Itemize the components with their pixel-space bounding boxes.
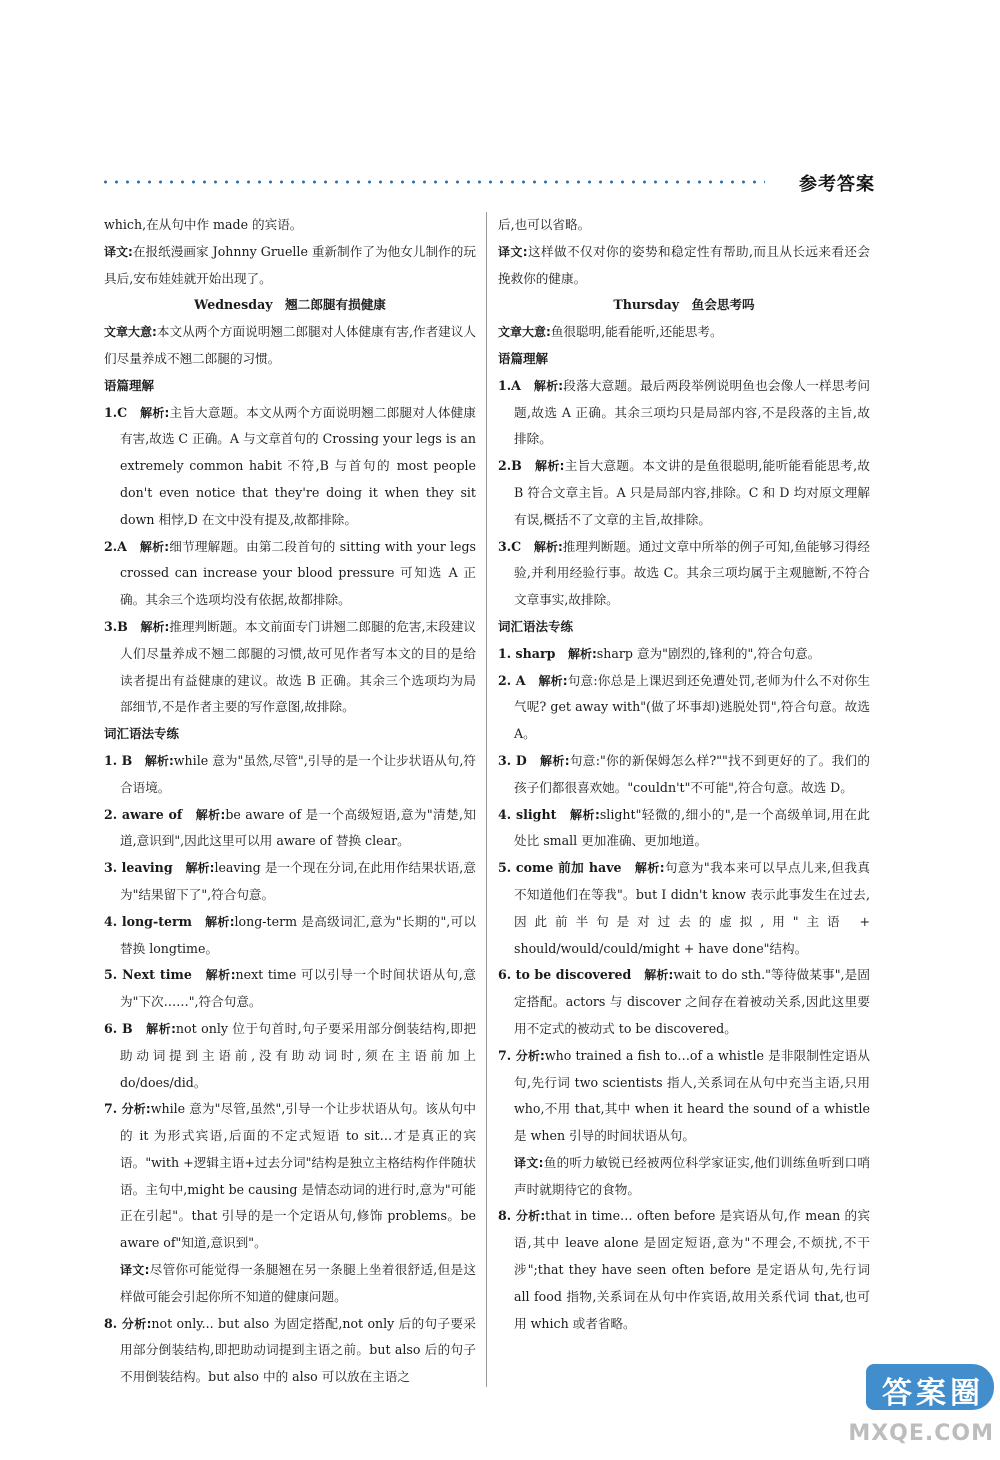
dotted-rule [100, 180, 765, 184]
answer-label: 译文: [104, 244, 133, 259]
answer-text: that in time… often before 是宾语从句,作 mean 的宾语,其中 leave alone 是固定短语,意为"不理会,不烦扰,不干涉";that they have seen often before 是定语从句,先行词 all food 指物,关系词在从句中作宾语,故用关系代词 that,也可用 which 或者省略。 [514, 1208, 870, 1331]
watermark-site: MXQE.COM [848, 1421, 994, 1446]
answer-label: 文章大意: [104, 325, 157, 340]
answer-text: 后,也可以省略。 [498, 217, 591, 232]
answer-text: not only... but also 为固定搭配,not only 后的句子要采用部分倒装结构,即把助动词提到主语之前。but also 后的句子不用倒装结构。but also 中的 also 可以放在主语之 [120, 1315, 476, 1385]
answer-label: 文章大意: [498, 325, 551, 340]
answer-item [104, 909, 476, 963]
answer-number: 4. slight [498, 806, 571, 822]
answer-number: 7. [498, 1047, 516, 1063]
answer-item [104, 1016, 476, 1096]
answer-text: long-term 是高级词汇,意为"长期的",可以替换 longtime。 [120, 913, 476, 956]
answer-text: leaving 是一个现在分词,在此用作结果状语,意为"结果留下了",符合句意。 [120, 860, 476, 902]
answer-item [498, 1043, 870, 1150]
answer-text: wait to do sth."等待做某事",是固定搭配。actors 与 discover 之间存在着被动关系,因此这里要用不定式的被动式 to be discovered。 [514, 967, 870, 1036]
answer-item [498, 534, 870, 614]
watermark [822, 1358, 994, 1446]
answer-item [104, 1311, 476, 1391]
answer-number: 4. long-term [104, 913, 206, 929]
answer-number: 3.C [498, 538, 534, 554]
answer-label: 解析: [644, 968, 674, 983]
answer-item [104, 614, 476, 721]
answer-label: 解析: [185, 861, 215, 876]
answer-item [104, 962, 476, 1016]
answer-item [498, 802, 870, 856]
paragraph [498, 319, 870, 346]
answer-number: 1.C [104, 404, 141, 420]
answer-number: 5. come 前加 have [498, 860, 635, 876]
answer-number: 2. A [498, 672, 539, 688]
answer-number: 1. B [104, 752, 145, 768]
answer-text: 句意为"我本来可以早点儿来,但我真不知道他们在等我"。but I didn't know 表示此事发生在过去,因此前半句是对过去的虚拟,用"主语 + should/would/could/might + have done"结构。 [514, 860, 870, 956]
answer-text: sharp 意为"剧烈的,锋利的",符合句意。 [596, 645, 821, 661]
answer-text: 推理判断题。本文前面专门讲翘二郎腿的危害,末段建议人们尽量养成不翘二郎腿的习惯,故可见作者写本文的目的是给读者提出有益健康的建议。故选 B 正确。其余三个选项均为局部细节,不是作者主要的写作意图,故排除。 [120, 618, 476, 715]
answer-item [104, 534, 476, 614]
section-heading: 词汇语法专练 [498, 618, 574, 634]
answer-text: 段落大意题。最后两段举例说明鱼也会像人一样思考问题,故选 A 正确。其余三项均只是局部内容,不是段落的主旨,故排除。 [514, 377, 870, 447]
answer-label: 解析: [205, 914, 235, 929]
answer-item [104, 855, 476, 909]
answer-number: 7. [104, 1101, 122, 1117]
answer-label: 分析: [515, 1048, 545, 1063]
answer-text: 在报纸漫画家 Johnny Gruelle 重新制作了为他女儿制作的玩具后,安布娃娃就开始出现了。 [104, 243, 476, 286]
answer-number: 3. leaving [104, 860, 186, 876]
left-column [104, 212, 476, 1391]
answer-label: 解析: [195, 807, 226, 822]
day-heading: Wednesday 翘二郎腿有损健康 [194, 297, 386, 313]
paragraph [498, 212, 870, 239]
answer-item [498, 855, 870, 962]
day-heading: Thursday 鱼会思考吗 [613, 297, 755, 313]
answer-text: 主旨大意题。本文讲的是鱼很聪明,能听能看能思考,故 B 符合文章主旨。A 只是局部内容,排除。C 和 D 均对原文理解有误,概括不了文章的主旨,故排除。 [514, 458, 870, 527]
answer-number: 3. D [498, 752, 541, 768]
answer-label: 解析: [538, 673, 568, 688]
answer-number: 1. sharp [498, 645, 568, 661]
answer-text: which,在从句中作 made 的宾语。 [104, 217, 303, 232]
answer-number: 2. aware of [104, 806, 196, 822]
answer-text: 句意:你总是上课迟到还免遭处罚,老师为什么不对你生气呢? get away with"(做了坏事却)逃脱处罚",符合句意。故选 A。 [514, 672, 870, 742]
answer-item [104, 802, 476, 856]
paragraph [104, 1257, 476, 1311]
answer-text: be aware of 是一个高级短语,意为"清楚,知道,意识到",因此这里可以用 aware of 替换 clear。 [120, 806, 476, 849]
answer-label: 解析: [540, 753, 570, 768]
section-heading: 词汇语法专练 [104, 726, 180, 742]
header-title: 参考答案 [799, 174, 875, 195]
answer-text: 鱼很聪明,能看能听,还能思考。 [550, 324, 723, 340]
answer-text: 本文从两个方面说明翘二郎腿对人体健康有害,作者建议人们尽量养成不翘二郎腿的习惯。 [104, 324, 476, 366]
answer-item [498, 962, 870, 1042]
answer-item [498, 668, 870, 748]
answer-label: 解析: [535, 459, 565, 474]
answer-label: 解析: [140, 619, 170, 634]
answer-text: 主旨大意题。本文从两个方面说明翘二郎腿对人体健康有害,故选 C 正确。A 与文章首句的 Crossing your legs is an extremely common habit 不符,B 与首句的 most people don't even notice that they're doing it when they sit down 相悖,D 在文中没有提及,故都排除。 [120, 404, 476, 527]
answer-item [498, 373, 870, 453]
paragraph [498, 1150, 870, 1204]
answer-text: while 意为"尽管,虽然",引导一个让步状语从句。该从句中的 it 为形式宾语,后面的不定式短语 to sit…才是真正的宾语。"with +逻辑主语+过去分词"结构是独立主格结构作伴随状语。主句中,might be causing 是情态动词的进行时,意为"可能正在引起"。that 引导的是一个定语从句,修饰 problems。be aware of"知道,意识到"。 [120, 1101, 476, 1251]
answer-text: next time 可以引导一个时间状语从句,意为"下次……",符合句意。 [120, 967, 476, 1010]
answer-label: 解析: [634, 861, 665, 876]
answer-text: 句意:"你的新保姆怎么样?""找不到更好的了。我们的孩子们都很喜欢她。"couldn't"不可能",符合句意。故选 D。 [514, 752, 870, 795]
answer-item [104, 748, 476, 802]
paragraph [104, 212, 476, 239]
answer-text: 这样做不仅对你的姿势和稳定性有帮助,而且从长远来看还会挽救你的健康。 [498, 243, 870, 286]
answer-number: 6. to be discovered [498, 967, 645, 983]
answer-label: 译文: [498, 244, 528, 259]
column-divider [486, 212, 487, 1387]
answer-number: 3.B [104, 618, 141, 634]
answer-label: 解析: [567, 646, 597, 661]
answer-item [498, 748, 870, 802]
answer-number: 1.A [498, 377, 534, 393]
answer-text: 尽管你可能觉得一条腿翘在另一条腿上坐着很舒适,但是这样做可能会引起你所不知道的健康问题。 [120, 1262, 476, 1304]
answer-text: not only 位于句首时,句子要采用部分倒装结构,即把助动词提到主语前,没有助动词时,须在主语前加上 do/does/did。 [120, 1020, 476, 1090]
answer-item [104, 1096, 476, 1257]
answer-label: 分析: [121, 1316, 152, 1331]
answer-item [104, 400, 476, 534]
answer-label: 分析: [515, 1209, 546, 1224]
answer-label: 分析: [121, 1102, 151, 1117]
answer-number: 5. Next time [104, 967, 206, 983]
answer-label: 解析: [140, 405, 170, 420]
paragraph [104, 239, 476, 293]
right-column [498, 212, 870, 1337]
paragraph [104, 319, 476, 373]
page-header [100, 170, 875, 198]
watermark-badge-text: 答案圈 [882, 1376, 984, 1411]
section-heading: 语篇理解 [104, 377, 155, 393]
paragraph [498, 239, 870, 293]
answer-label: 解析: [205, 968, 236, 983]
answer-label: 解析: [533, 378, 564, 393]
answer-text: 鱼的听力敏锐已经被两位科学家证实,他们训练鱼听到口哨声时就期待它的食物。 [514, 1154, 870, 1197]
answer-label: 译文: [514, 1155, 544, 1170]
answer-text: 推理判断题。通过文章中所举的例子可知,鱼能够习得经验,并利用经验行事。故选 C。其余三项均属于主观臆断,不符合文章事实,故排除。 [514, 538, 870, 608]
answer-item [498, 453, 870, 533]
answer-number: 8. [498, 1208, 516, 1224]
answer-number: 8. [104, 1315, 122, 1331]
answer-text: while 意为"虽然,尽管",引导的是一个让步状语从句,符合语境。 [120, 752, 476, 795]
answer-item [498, 641, 870, 668]
answer-text: 细节理解题。由第二段首句的 sitting with your legs crossed can increase your blood pressure 可知选 A 正确。其余三个选项均没有依据,故都排除。 [120, 538, 476, 608]
answer-number: 6. B [104, 1020, 147, 1036]
answer-label: 译文: [120, 1263, 150, 1278]
answer-label: 解析: [533, 539, 563, 554]
answer-number: 2.B [498, 458, 536, 474]
answer-label: 解析: [570, 807, 600, 822]
answer-number: 2.A [104, 538, 140, 554]
answer-text: slight"轻微的,细小的",是一个高级单词,用在此处比 small 更加准确、更加地道。 [514, 806, 870, 849]
answer-item [498, 1203, 870, 1337]
answer-text: who trained a fish to…of a whistle 是非限制性定语从句,先行词 two scientists 指人,关系词在从句中充当主语,只用 who,不用 that,其中 when it heard the sound of a whistle 是 when 引导的时间状语从句。 [514, 1047, 870, 1144]
answer-label: 解析: [139, 539, 170, 554]
answer-label: 解析: [146, 1021, 176, 1036]
section-heading: 语篇理解 [498, 350, 549, 366]
answer-label: 解析: [144, 753, 174, 768]
